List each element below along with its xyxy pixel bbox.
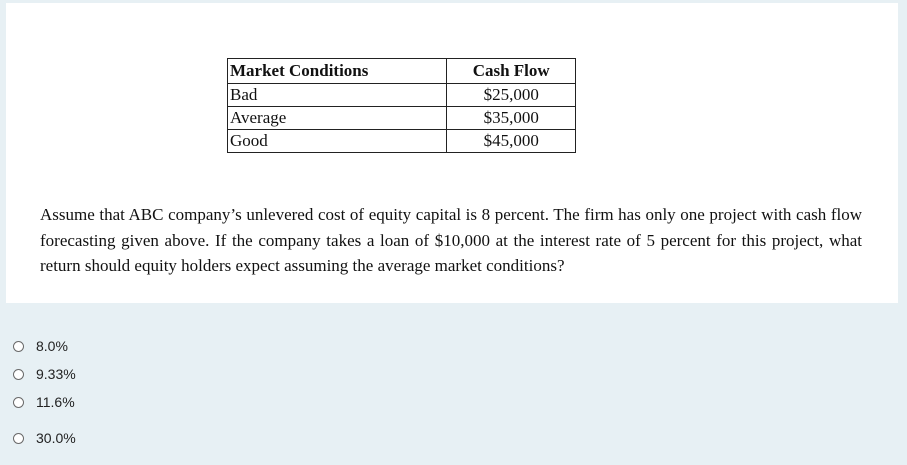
answer-option-label: 11.6%: [36, 394, 75, 410]
question-panel: [6, 3, 898, 303]
table-row: [228, 84, 576, 107]
table-cell-cash-flow: $45,000: [447, 130, 576, 153]
question-text: Assume that ABC company’s unlevered cost of equity capital is 8 percent. The firm has only one project with cash flow forecasting given above. If the company takes a loan of $10,000 at the interest rate of 5 percent for this project, what return should equity holders expect assuming the average market conditions?: [40, 205, 862, 275]
answer-option-3[interactable]: [13, 392, 75, 412]
table-cell-cash-flow: $35,000: [447, 107, 576, 130]
radio-button-icon[interactable]: [13, 433, 24, 444]
answer-option-label: 9.33%: [36, 366, 76, 382]
radio-button-icon[interactable]: [13, 341, 24, 352]
answer-option-label: 30.0%: [36, 430, 76, 446]
table-row: [228, 107, 576, 130]
table-row: [228, 130, 576, 153]
answer-option-1[interactable]: [13, 336, 68, 356]
table-cell-condition: Average: [228, 107, 447, 130]
table-header-cash-flow: Cash Flow: [447, 59, 576, 84]
table-cell-cash-flow: $25,000: [447, 84, 576, 107]
answer-option-4[interactable]: [13, 428, 76, 448]
radio-button-icon[interactable]: [13, 369, 24, 380]
table-cell-condition: Bad: [228, 84, 447, 107]
table-header-market-conditions: Market Conditions: [228, 59, 447, 84]
table-header-row: [228, 59, 576, 84]
radio-button-icon[interactable]: [13, 397, 24, 408]
table-cell-condition: Good: [228, 130, 447, 153]
answer-option-label: 8.0%: [36, 338, 68, 354]
market-conditions-table: [227, 58, 576, 153]
answer-option-2[interactable]: [13, 364, 76, 384]
